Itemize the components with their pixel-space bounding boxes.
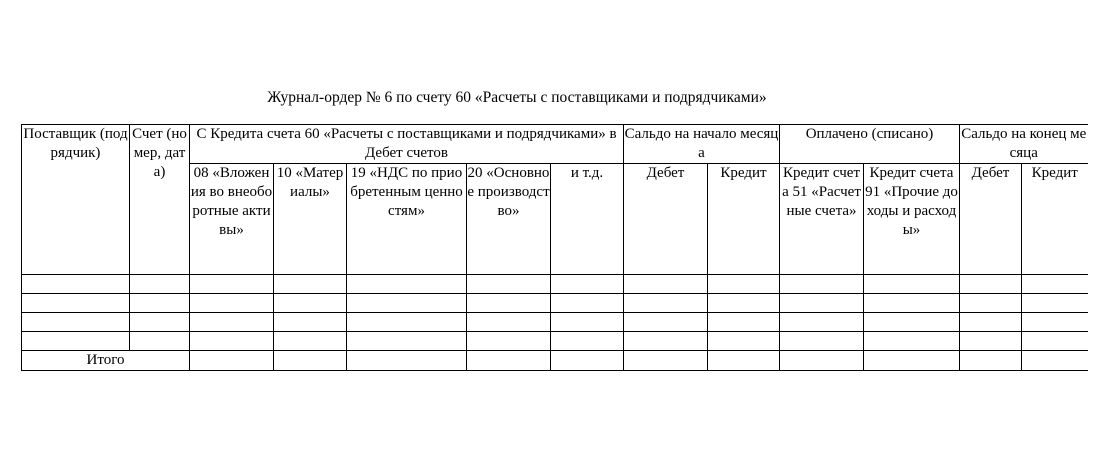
header-paid-51: Кредит счета 51 «Расчетные счета» — [780, 164, 864, 275]
header-paid: Оплачено (списано) — [780, 125, 960, 164]
header-account-19: 19 «НДС по приобретенным ценностям» — [347, 164, 467, 275]
header-supplier: Поставщик (подрядчик) — [22, 125, 130, 275]
header-account-20: 20 «Основное производство» — [467, 164, 551, 275]
header-etc: и т.д. — [551, 164, 624, 275]
header-credit-60: С Кредита счета 60 «Расчеты с поставщиками и подрядчиками» в Дебет счетов — [190, 125, 624, 164]
header-paid-91: Кредит счета 91 «Прочие доходы и расходы» — [864, 164, 960, 275]
table-row — [22, 275, 1088, 294]
total-row — [22, 351, 1088, 371]
journal-order-table — [21, 124, 1088, 371]
header-closing-credit: Кредит — [1022, 164, 1088, 275]
table-row — [22, 313, 1088, 332]
header-closing-balance: Сальдо на конец месяца — [960, 125, 1088, 164]
total-label: Итого — [22, 351, 190, 371]
table-row — [22, 294, 1088, 313]
header-row-1 — [22, 125, 1088, 164]
header-opening-credit: Кредит — [708, 164, 780, 275]
header-account-10: 10 «Материалы» — [274, 164, 347, 275]
journal-title: Журнал-ордер № 6 по счету 60 «Расчеты с поставщиками и подрядчиками» — [267, 89, 767, 106]
header-opening-debit: Дебет — [624, 164, 708, 275]
table-row — [22, 332, 1088, 351]
header-closing-debit: Дебет — [960, 164, 1022, 275]
header-account-08: 08 «Вложения во внеоборотные активы» — [190, 164, 274, 275]
header-invoice: Счет (номер, дата) — [130, 125, 190, 275]
header-opening-balance: Сальдо на начало месяца — [624, 125, 780, 164]
